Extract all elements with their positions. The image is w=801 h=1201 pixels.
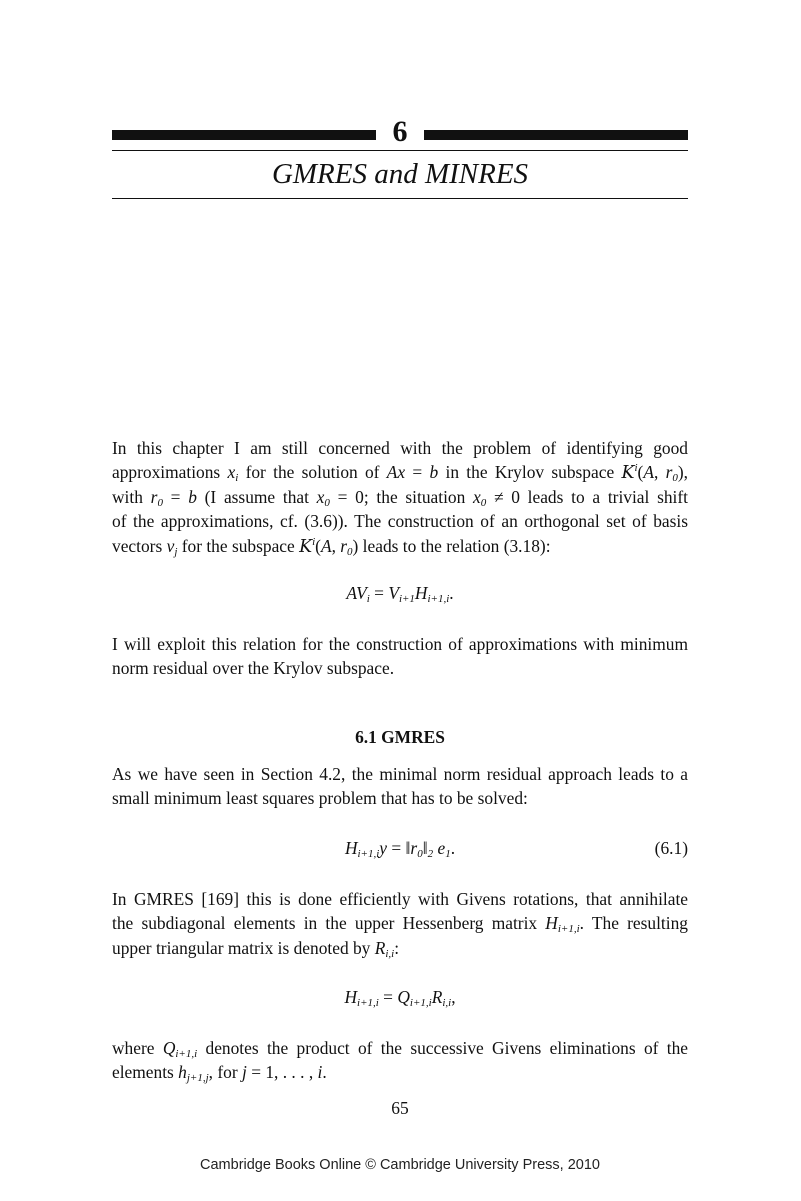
math-symbol: AV (346, 583, 367, 603)
math-symbol: x (227, 462, 236, 483)
math-symbol: r (340, 535, 348, 556)
text-line: norm residual over the Krylov subspace. (112, 658, 395, 679)
math-subscript: i+1,i (427, 593, 450, 605)
math-subscript: 0 (672, 472, 678, 485)
math-symbol: H (545, 913, 558, 934)
math-subscript: i+1,i (409, 997, 432, 1009)
math-symbol: x (473, 486, 481, 507)
text-line: As we have seen in Section 4.2, the minimal norm residual approach leads to a (112, 764, 688, 784)
math-subscript: j+1,j (186, 1072, 209, 1085)
math-subscript: i,i (442, 997, 452, 1009)
math-superscript: i (312, 535, 316, 548)
math-subscript: i+1,i (557, 923, 580, 936)
exploit-paragraph (112, 632, 688, 681)
chapter-title-bottom-rule (112, 198, 688, 199)
math-subscript: i (235, 472, 239, 485)
math-symbol: Q (397, 987, 410, 1007)
math-symbol: b (188, 486, 197, 507)
math-symbol: b (429, 462, 439, 483)
where-paragraph (112, 1036, 688, 1085)
text-line: of the approximations, cf. (3.6)). The construction of an orthogonal set of basis (112, 511, 688, 532)
math-subscript: j (174, 545, 178, 558)
math-subscript: 0 (480, 496, 487, 509)
math-symbol: A (320, 535, 332, 556)
text-line: I will exploit this relation for the construction of approximations with minimum (112, 634, 688, 654)
math-symbol: v (166, 535, 175, 556)
text-line: upper triangular matrix is denoted by $R_{i,i}$: (112, 937, 400, 960)
chapter-rule-left (112, 130, 376, 140)
math-subscript: 0 (157, 496, 163, 509)
math-subscript: i+1 (398, 593, 415, 605)
equation-number: (6.1) (654, 838, 688, 858)
text-line: vectors $v_j$ for the subspace $K^i(A$, $r_0$) leads to the relation (3.18): (112, 535, 551, 558)
chapter-title-top-rule (112, 150, 688, 151)
math-symbol: i (317, 1062, 323, 1083)
math-symbol: h (178, 1062, 187, 1083)
math-symbol: A (643, 462, 654, 483)
equation-6-1-body: $H_{i+1,i}y$ = $‖r_0‖_2$ $e_1$. (344, 838, 456, 860)
equation-qr-factorization: $H_{i+1,i} = Q_{i+1,i}R_{i,i}$, (344, 987, 456, 1009)
text-line: where $Q_{i+1,i}$ denotes the product of the successive Givens eliminations of the (112, 1038, 688, 1060)
copyright-footer: Cambridge Books Online © Cambridge University Press, 2010 (200, 1157, 600, 1173)
math-subscript: i+1,i (175, 1048, 198, 1060)
math-subscript: i+1,i (357, 997, 379, 1009)
page-number: 65 (391, 1098, 409, 1118)
math-symbol: H (344, 838, 358, 858)
givens-paragraph (112, 887, 688, 960)
math-subscript: i+1,i (357, 848, 380, 860)
text-line: In this chapter I am still concerned with the problem of identifying good (112, 438, 688, 458)
gmres-intro-paragraph (112, 762, 688, 811)
math-symbol: x (316, 486, 325, 507)
text-line: In GMRES [169] this is done efficiently with Givens rotations, that annihilate (112, 889, 688, 909)
math-symbol: r (410, 838, 418, 858)
math-symbol: r (665, 462, 673, 483)
krylov-script-symbol: K (299, 536, 313, 557)
text-line: approximations $x_i$ for the solution of Ax = b in the Krylov subspace $K^i(A$, $r_0$), (112, 462, 688, 485)
math-symbol: V (388, 583, 399, 603)
math-symbol: y (379, 838, 388, 858)
math-subscript: 0 (347, 545, 353, 558)
math-symbol: R (374, 937, 386, 958)
text-line: with $r_0 = b$ (I assume that $x_0 = 0$; the situation $x_0 \ne 0$ leads to a trivial shift (112, 486, 688, 509)
math-subscript: 0 (324, 496, 330, 509)
chapter-number: 6 (392, 115, 408, 148)
text-line: small minimum least squares problem that has to be solved: (112, 788, 528, 809)
math-symbol: H (344, 987, 358, 1007)
math-subscript: i (366, 593, 370, 605)
math-subscript: 0 (417, 848, 423, 860)
equation-arnoldi-relation: $AV_i = V_{i+1}H_{i+1,i}$. (346, 583, 454, 605)
intro-paragraph (112, 436, 688, 558)
math-subscript: i,i (385, 947, 395, 960)
math-symbol: j (242, 1062, 247, 1083)
text-line: the subdiagonal elements in the upper Hessenberg matrix $H_{i+1,i}$. The resulting (112, 913, 688, 936)
math-symbol: R (431, 987, 443, 1007)
chapter-rule-right (424, 130, 688, 140)
math-symbol: Ax (386, 462, 406, 483)
math-superscript: i (634, 462, 638, 475)
krylov-script-symbol: K (621, 463, 635, 484)
math-symbol: Q (162, 1038, 176, 1058)
math-subscript: 1 (445, 848, 451, 860)
text-line: elements $h_{j+1,j}$, for j = 1, . . . , i. (112, 1062, 327, 1085)
equation-6-1 (112, 836, 688, 860)
section-heading: 6.1 GMRES (355, 727, 445, 747)
chapter-title: GMRES and MINRES (271, 158, 529, 190)
math-symbol: e (437, 838, 446, 858)
math-subscript: 2 (427, 848, 434, 860)
math-symbol: r (150, 486, 158, 507)
math-symbol: H (414, 583, 428, 603)
